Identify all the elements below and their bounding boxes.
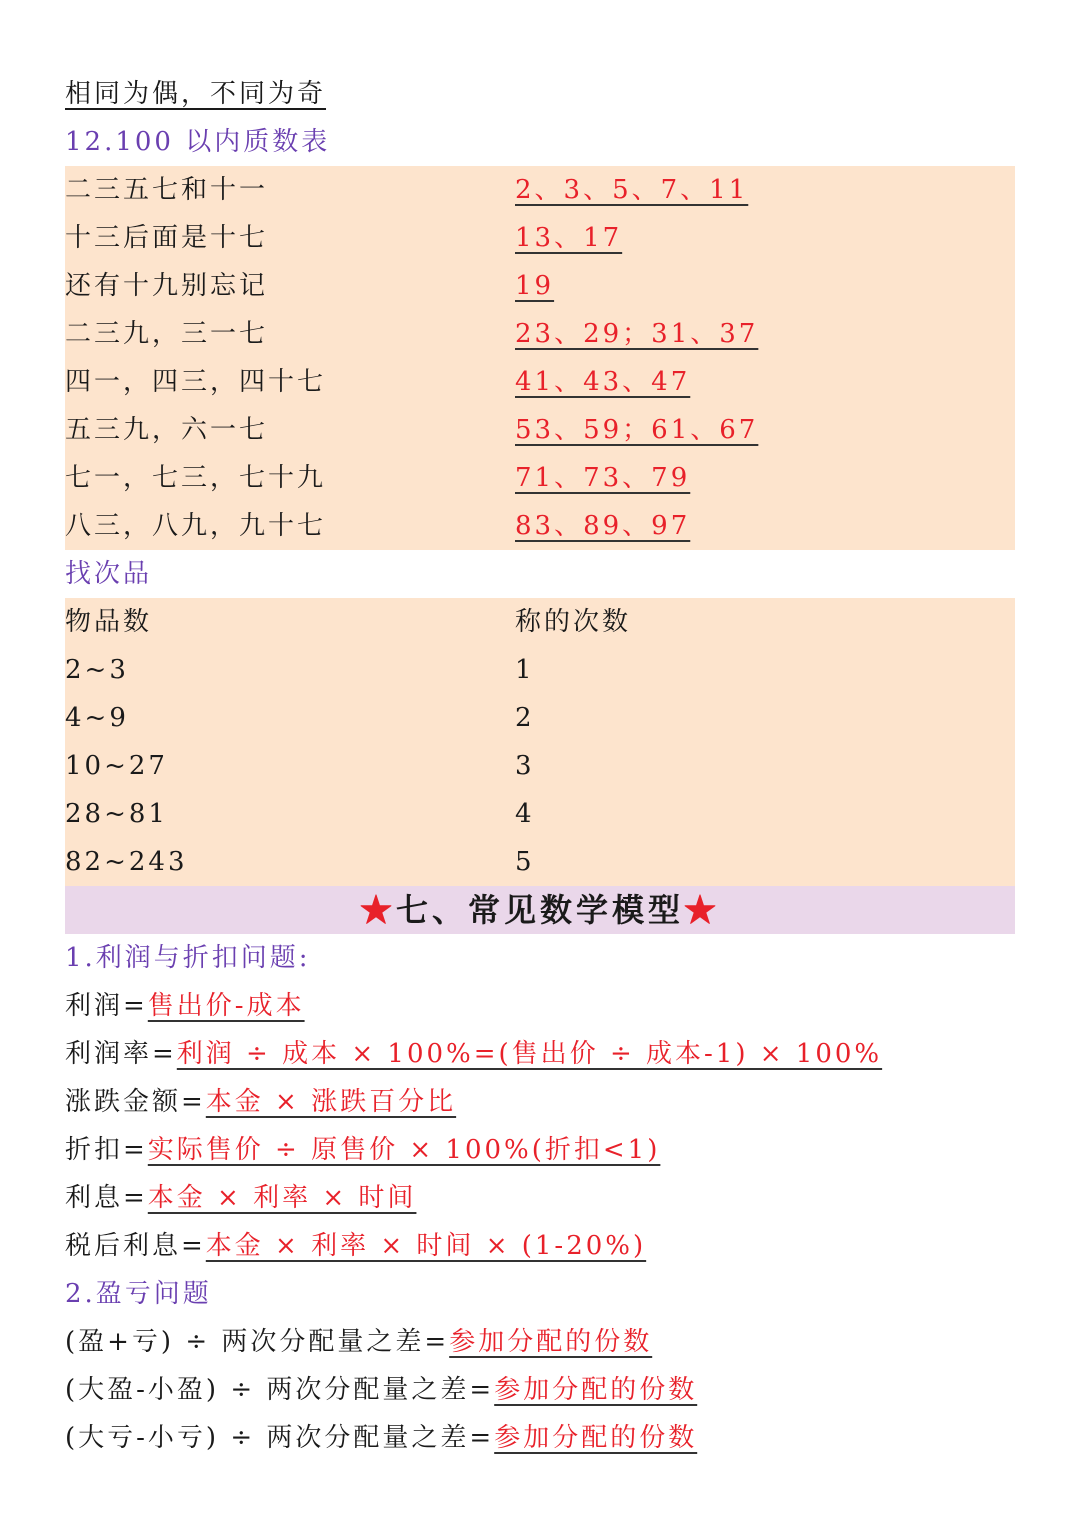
prime-numbers: 83、89、97: [515, 511, 691, 541]
table-row: [65, 406, 1015, 454]
formula-left: 利润率=: [65, 1039, 177, 1069]
rhyme: 四一，四三，四十七: [65, 367, 327, 397]
formula-line: [65, 1078, 1015, 1126]
formula-right: 本金 × 利率 × 时间: [147, 1183, 417, 1213]
formula-right: 利润 ÷ 成本 × 100%=(售出价 ÷ 成本-1) × 100%: [176, 1039, 883, 1069]
formula-left: 利息=: [65, 1183, 148, 1213]
item-count: 2~3: [65, 655, 129, 685]
table-row: [65, 214, 1015, 262]
table-row: [65, 166, 1015, 214]
weighings-header: 称的次数: [515, 607, 632, 637]
primes-title: 12.100 以内质数表: [65, 127, 331, 157]
rhyme: 二三五七和十一: [65, 175, 269, 205]
formula-right: 参加分配的份数: [494, 1375, 698, 1405]
weighing-count: 3: [515, 751, 535, 781]
prime-numbers: 53、59；61、67: [515, 415, 759, 445]
formula-right: 参加分配的份数: [449, 1327, 653, 1357]
defective-table: [65, 598, 1015, 886]
star-icon: ★: [684, 891, 721, 929]
formula-right: 本金 × 涨跌百分比: [205, 1087, 457, 1117]
rhyme: 十三后面是十七: [65, 223, 269, 253]
prime-numbers: 23、29；31、37: [515, 319, 759, 349]
formula-line: [65, 1030, 1015, 1078]
intro-line: [65, 70, 1015, 118]
table-row: [65, 838, 1015, 886]
item-count: 28~81: [65, 799, 168, 829]
formula-line: [65, 1414, 1015, 1462]
formula-line: [65, 982, 1015, 1030]
formula-right: 实际售价 ÷ 原售价 × 100%(折扣<1): [147, 1135, 661, 1165]
table-row: [65, 358, 1015, 406]
document-body: [65, 70, 1015, 1462]
weighing-count: 5: [515, 847, 535, 877]
weighing-count: 4: [515, 799, 535, 829]
surplus-title: 2.盈亏问题: [65, 1279, 212, 1309]
formula-left: 税后利息=: [65, 1231, 206, 1261]
formula-line: [65, 1366, 1015, 1414]
profit-title: 1.利润与折扣问题:: [65, 943, 311, 973]
items-header: 物品数: [65, 607, 153, 637]
formula-left: 折扣=: [65, 1135, 148, 1165]
table-row: [65, 262, 1015, 310]
item-count: 4~9: [65, 703, 129, 733]
formula-left: (盈+亏) ÷ 两次分配量之差=: [65, 1327, 450, 1357]
rhyme: 五三九，六一七: [65, 415, 269, 445]
item-count: 82~243: [65, 847, 188, 877]
table-row: [65, 310, 1015, 358]
formula-line: [65, 1318, 1015, 1366]
formula-left: (大盈-小盈) ÷ 两次分配量之差=: [65, 1375, 495, 1405]
table-row: [65, 454, 1015, 502]
formula-line: [65, 1174, 1015, 1222]
table-row: [65, 502, 1015, 550]
table-row: [65, 742, 1015, 790]
star-icon: ★: [359, 891, 396, 929]
formula-left: 利润=: [65, 991, 148, 1021]
table-row: [65, 790, 1015, 838]
rhyme: 还有十九别忘记: [65, 271, 269, 301]
defective-title: 找次品: [65, 559, 153, 589]
section-banner: [65, 886, 1015, 934]
rhyme: 二三九，三一七: [65, 319, 269, 349]
rhyme: 八三，八九，九十七: [65, 511, 327, 541]
prime-numbers: 13、17: [515, 223, 623, 253]
intro-text: 相同为偶，不同为奇: [65, 79, 327, 109]
formula-left: 涨跌金额=: [65, 1087, 206, 1117]
formula-right: 本金 × 利率 × 时间 × (1-20%): [205, 1231, 647, 1261]
table-header: [65, 598, 1015, 646]
table-row: [65, 694, 1015, 742]
prime-numbers: 71、73、79: [515, 463, 691, 493]
table-row: [65, 646, 1015, 694]
primes-table: [65, 166, 1015, 550]
prime-numbers: 19: [515, 271, 555, 301]
weighing-count: 2: [515, 703, 535, 733]
item-count: 10~27: [65, 751, 168, 781]
prime-numbers: 2、3、5、7、11: [515, 175, 749, 205]
formula-left: (大亏-小亏) ÷ 两次分配量之差=: [65, 1423, 495, 1453]
weighing-count: 1: [515, 655, 535, 685]
rhyme: 七一，七三，七十九: [65, 463, 327, 493]
formula-line: [65, 1222, 1015, 1270]
formula-line: [65, 1126, 1015, 1174]
formula-right: 参加分配的份数: [494, 1423, 698, 1453]
formula-right: 售出价-成本: [147, 991, 305, 1021]
prime-numbers: 41、43、47: [515, 367, 691, 397]
banner-title: 七、常见数学模型: [395, 891, 684, 929]
